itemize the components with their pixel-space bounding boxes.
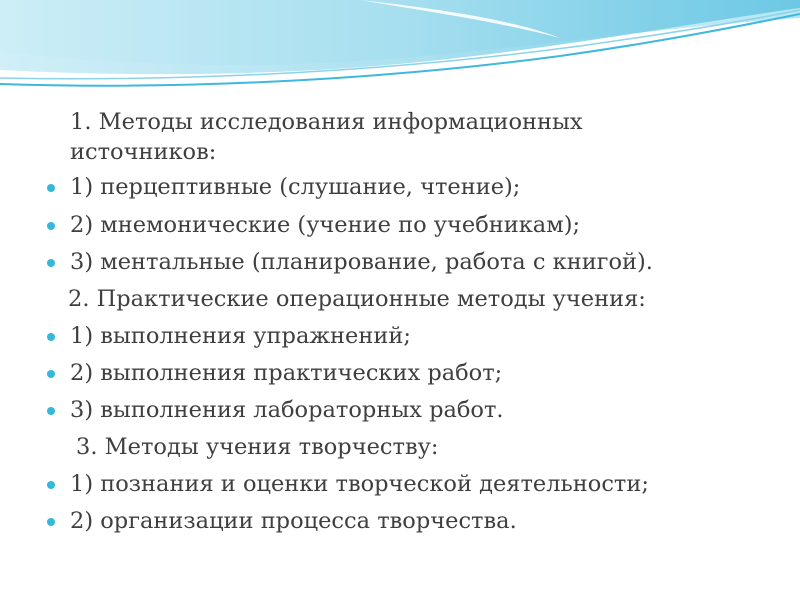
bullet-dot-icon [47, 222, 55, 230]
section-heading-1-line2: источников: [70, 139, 217, 165]
section-heading-2-text: 2. Практические операционные методы учения: [68, 286, 646, 312]
bullet-dot-icon [47, 259, 55, 267]
list-item-text: 2) мнемонические (учение по учебникам); [70, 212, 581, 238]
bullet-dot-icon [47, 370, 55, 378]
list-item-text: 2) организации процесса творчества. [70, 508, 517, 534]
section-heading-3-text: 3. Методы учения творчеству: [76, 434, 439, 460]
list-item-text: 1) перцептивные (слушание, чтение); [70, 174, 521, 200]
list-item-text: 2) выполнения практических работ; [70, 360, 503, 386]
list-item-text: 3) ментальные (планирование, работа с книгой). [70, 249, 653, 275]
list-item-text: 1) познания и оценки творческой деятельности; [70, 471, 649, 497]
bullet-dot-icon [47, 333, 55, 341]
section-heading-1-line1: 1. Методы исследования информационных [70, 109, 583, 135]
list-item-text: 1) выполнения упражнений; [70, 323, 411, 349]
bullet-dot-icon [47, 184, 55, 192]
list-item-text: 3) выполнения лабораторных работ. [70, 397, 504, 423]
bullet-dot-icon [47, 518, 55, 526]
bullet-dot-icon [47, 407, 55, 415]
bullet-dot-icon [47, 481, 55, 489]
